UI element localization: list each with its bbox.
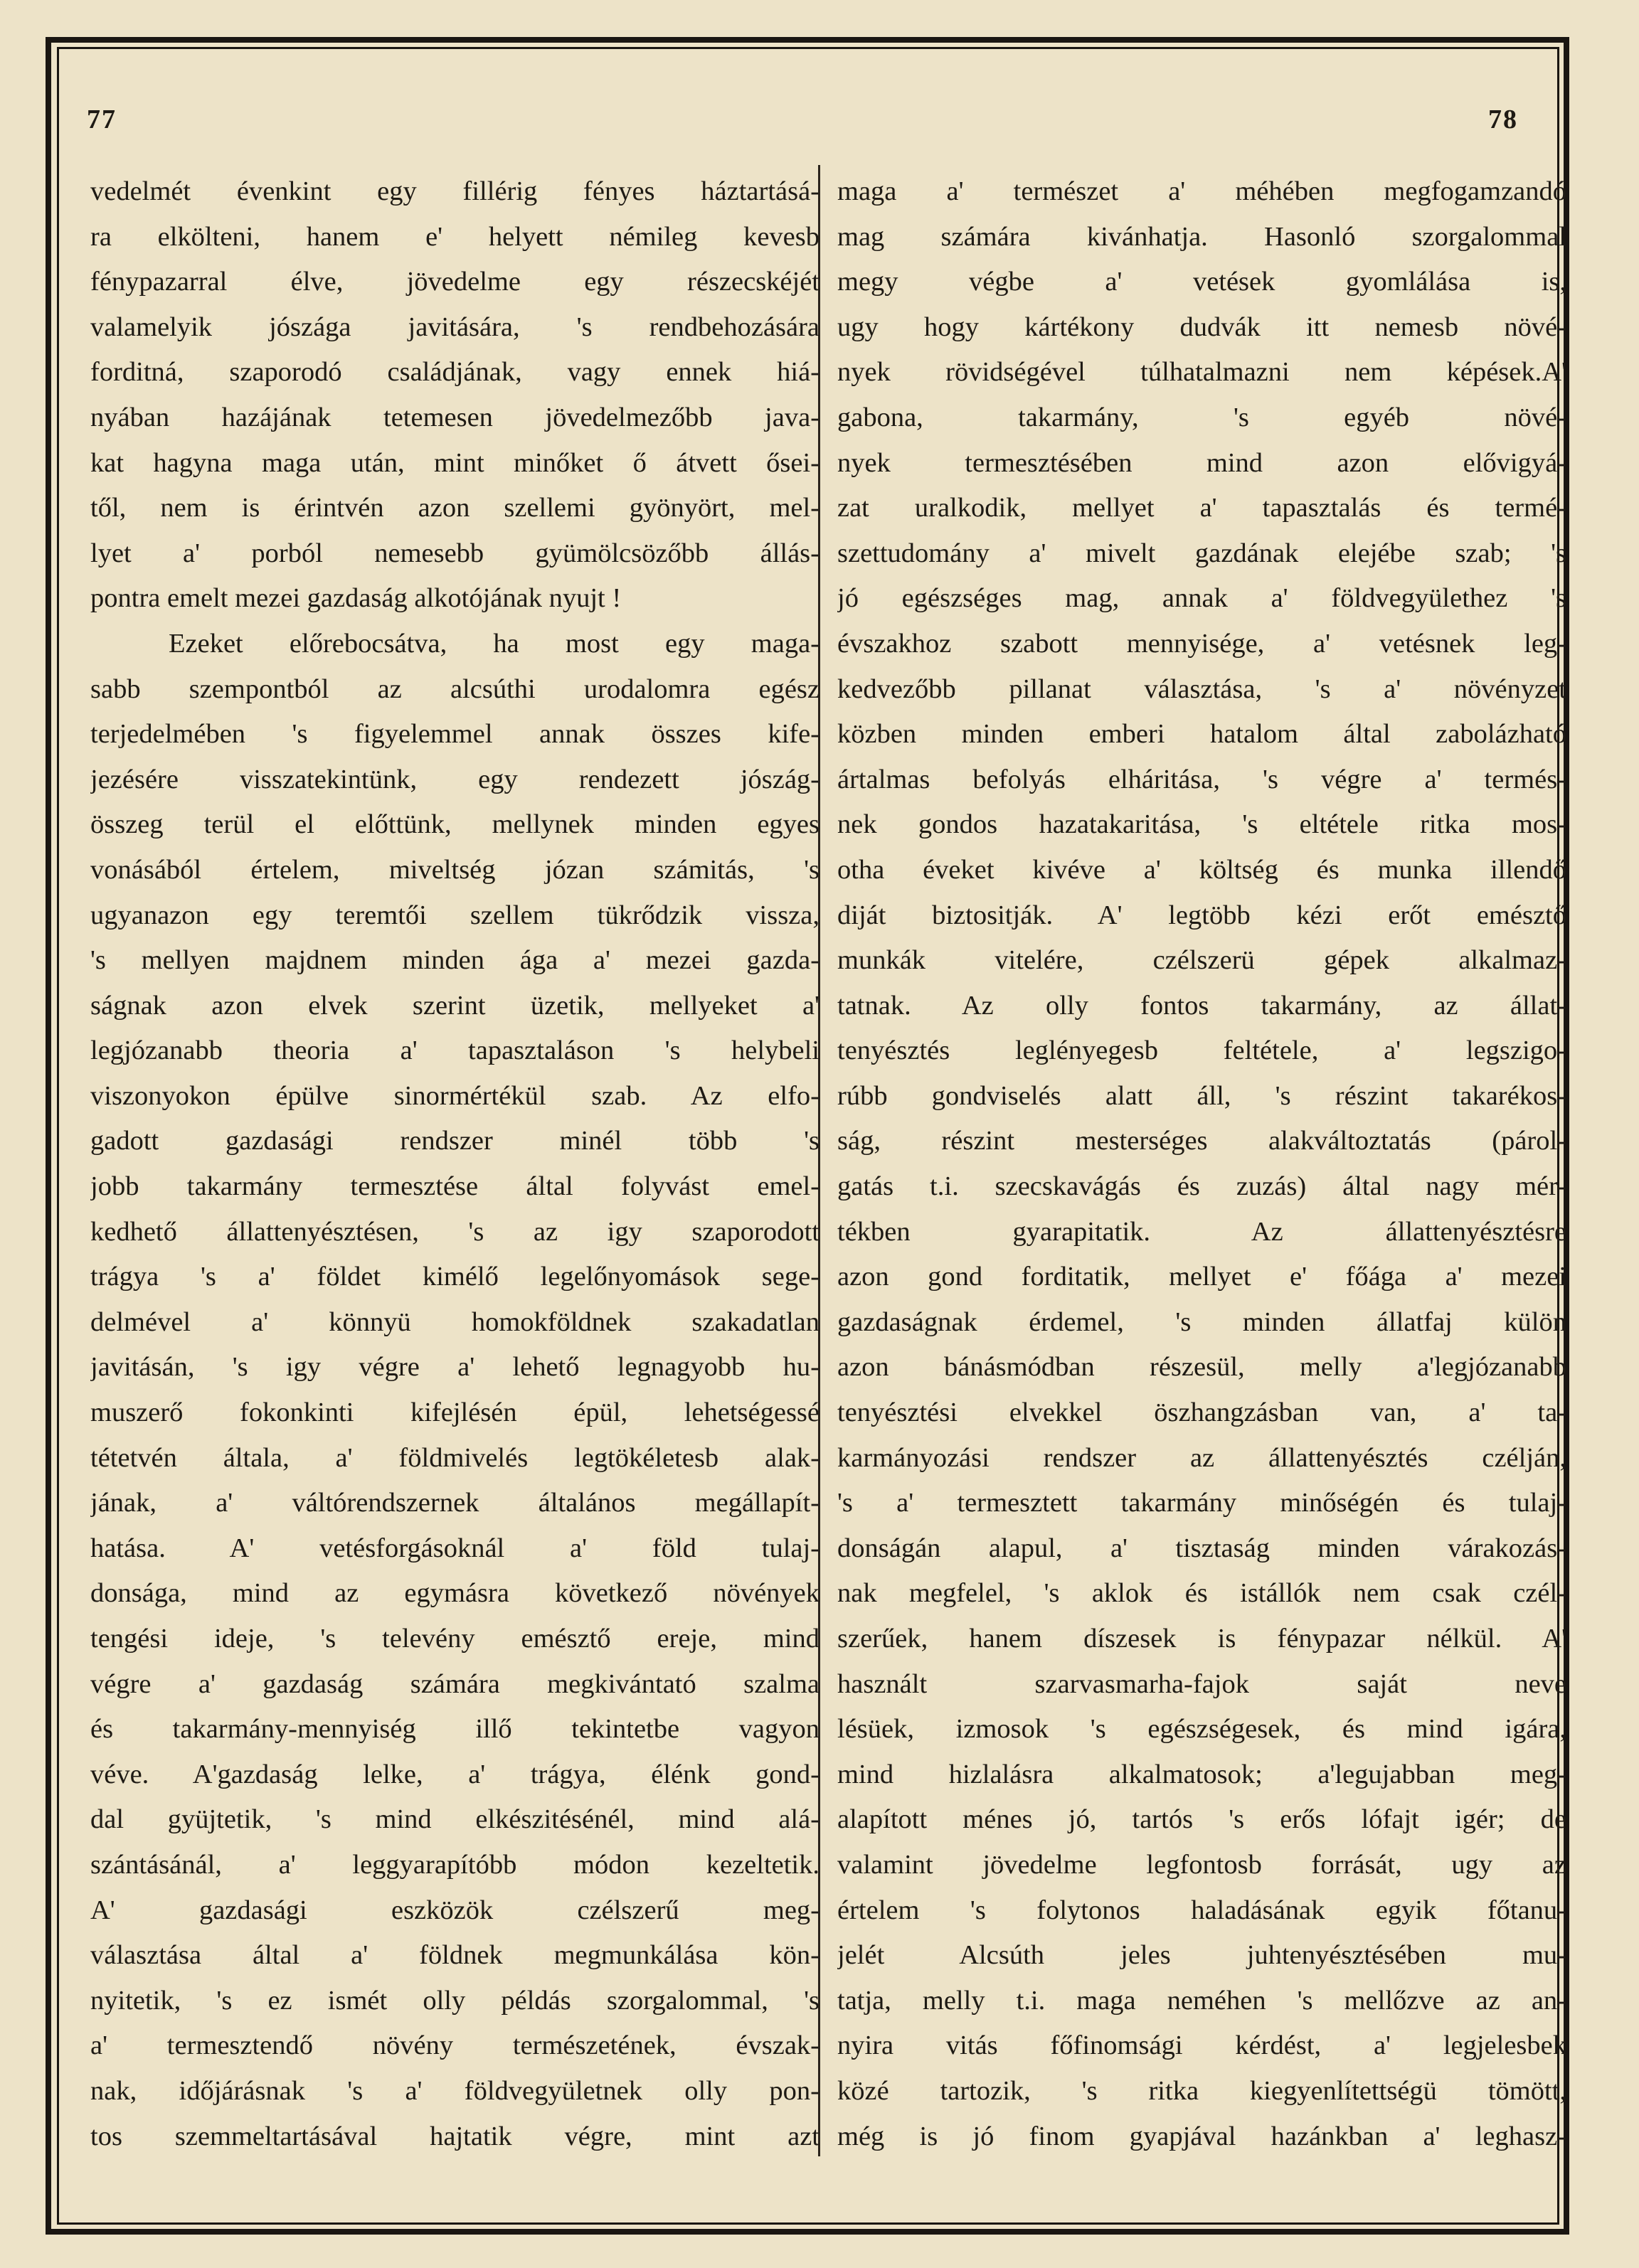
text-line: pontra emelt mezei gazdaság alkotójának nyujt ! xyxy=(90,583,622,614)
text-line: kedhető állattenyésztésen, 's az igy szaporodott xyxy=(90,1216,820,1247)
left-text-column xyxy=(90,169,820,2159)
text-line: nyek rövidségével túlhatalmazni nem képések.A' xyxy=(837,357,1566,388)
text-line: trágya 's a' földet kimélő legelőnyomások sege- xyxy=(90,1262,820,1292)
text-line: zat uralkodik, mellyet a' tapasztalás és termé- xyxy=(837,493,1566,523)
text-line: tékben gyarapitatik. Az állattenyésztésre xyxy=(837,1216,1566,1247)
text-line: jának, a' váltórendszernek általános megállapít- xyxy=(90,1488,820,1518)
text-line: azon bánásmódban részesül, melly a'legjózanabb xyxy=(837,1352,1566,1383)
text-line: tos szemmeltartásával hajtatik végre, mint azt xyxy=(90,2121,820,2151)
text-line: vonásából értelem, miveltség józan számitás, 's xyxy=(90,854,820,885)
text-line: sabb szempontból az alcsúthi urodalomra egész xyxy=(90,674,820,704)
text-line: jelét Alcsúth jeles juhtenyésztésében mu- xyxy=(837,1940,1566,1971)
text-line: gatás t.i. szecskavágás és zuzás) által nagy mér- xyxy=(837,1171,1566,1202)
text-line: jó egészséges mag, annak a' földvegyülethez 's xyxy=(837,583,1566,614)
text-line: mag számára kivánhatja. Hasonló szorgalommal xyxy=(837,221,1566,252)
text-line: még is jó finom gyapjával hazánkban a' leghasz- xyxy=(837,2121,1566,2151)
text-line: től, nem is érintvén azon szellemi gyönyört, mel- xyxy=(90,493,820,523)
text-line: választása által a' földnek megmunkálása kön- xyxy=(90,1940,820,1971)
text-line: 's mellyen majdnem minden ága a' mezei gazda- xyxy=(90,945,820,976)
text-line: legjózanabb theoria a' tapasztaláson 's helybeli xyxy=(90,1035,820,1066)
text-line: terjedelmében 's figyelemmel annak összes kife- xyxy=(90,719,820,750)
text-line: ra elkölteni, hanem e' helyett némileg kevesb xyxy=(90,221,820,252)
text-line: javitásán, 's igy végre a' lehető legnagyobb hu- xyxy=(90,1352,820,1383)
text-line: végre a' gazdaság számára megkivántató szalma xyxy=(90,1668,820,1699)
text-line: gazdaságnak érdemel, 's minden állatfaj külön xyxy=(837,1306,1566,1337)
text-line: valamint jövedelme legfontosb forrását, ugy az xyxy=(837,1849,1566,1880)
text-line: donsága, mind az egymásra következő növények xyxy=(90,1578,820,1609)
text-line: azon gond forditatik, mellyet e' főága a' mezei xyxy=(837,1262,1566,1292)
text-line: dal gyüjtetik, 's mind elkészitésénél, mind alá- xyxy=(90,1804,820,1835)
text-line: közben minden emberi hatalom által zabolázható xyxy=(837,719,1566,750)
text-line: nak, időjárásnak 's a' földvegyületnek olly pon- xyxy=(90,2075,820,2106)
text-line: véve. A'gazdaság lelke, a' trágya, élénk gond- xyxy=(90,1759,820,1789)
text-line: diját biztositják. A' legtöbb kézi erőt emésztő xyxy=(837,900,1566,930)
text-line: összeg terül el előttünk, mellynek minden egyes xyxy=(90,809,820,840)
text-line: kat hagyna maga után, mint minőket ő átvett ősei- xyxy=(90,447,820,478)
text-line: tatja, melly t.i. maga neméhen 's mellőzve az an- xyxy=(837,1985,1566,2016)
text-line: vedelmét évenkint egy fillérig fényes háztartásá- xyxy=(90,176,820,206)
text-line: ártalmas befolyás elháritása, 's végre a' termés- xyxy=(837,764,1566,794)
text-line: maga a' természet a' méhében megfogamzandó xyxy=(837,176,1566,206)
text-line: jezésére visszatekintünk, egy rendezett jószág- xyxy=(90,764,820,794)
text-line: ugy hogy kártékony dudvák itt nemesb növé- xyxy=(837,312,1566,342)
text-line: 's a' termesztett takarmány minőségén és tulaj- xyxy=(837,1488,1566,1518)
text-line: Ezeket előrebocsátva, ha most egy maga- xyxy=(169,628,820,659)
text-line: nyek termesztésében mind azon elővigyá- xyxy=(837,447,1566,478)
text-line: lésüek, izmosok 's egészségesek, és mind igára, xyxy=(837,1714,1566,1745)
text-line: tenyésztés leglényegesb feltétele, a' legszigo- xyxy=(837,1035,1566,1066)
text-line: nyira vitás főfinomsági kérdést, a' legjelesbek xyxy=(837,2030,1566,2061)
text-line: tatnak. Az olly fontos takarmány, az állat- xyxy=(837,990,1566,1021)
text-line: nek gondos hazatakaritása, 's eltétele ritka mos- xyxy=(837,809,1566,840)
text-line: jobb takarmány termesztése által folyvást emel- xyxy=(90,1171,820,1202)
text-line: valamelyik jószága javitására, 's rendbehozására xyxy=(90,312,820,342)
text-line: fénypazarral élve, jövedelme egy részecskéjét xyxy=(90,267,820,297)
text-line: otha éveket kivéve a' költség és munka illendő xyxy=(837,854,1566,885)
text-line: szántásánál, a' leggyarapítóbb módon kezeltetik. xyxy=(90,1849,820,1880)
text-line: tétetvén általa, a' földmivelés legtökéletesb alak- xyxy=(90,1442,820,1473)
text-line: ugyanazon egy teremtői szellem tükrődzik vissza, xyxy=(90,900,820,930)
text-line: gadott gazdasági rendszer minél több 's xyxy=(90,1126,820,1156)
text-line: alapított ménes jó, tartós 's erős lófajt igér; de xyxy=(837,1804,1566,1835)
right-text-column xyxy=(837,169,1566,2159)
text-line: és takarmány-mennyiség illő tekintetbe vagyon xyxy=(90,1714,820,1745)
text-line: muszerő fokonkinti kifejlésén épül, lehetségessé xyxy=(90,1397,820,1428)
text-line: kedvezőbb pillanat választása, 's a' növényzet xyxy=(837,674,1566,704)
text-line: delmével a' könnyü homokföldnek szakadatlan xyxy=(90,1306,820,1337)
page-number-right: 78 xyxy=(1488,105,1518,134)
text-line: ságnak azon elvek szerint üzetik, mellyeket a' xyxy=(90,990,820,1021)
text-line: hatása. A' vetésforgásoknál a' föld tulaj- xyxy=(90,1533,820,1563)
text-line: szettudomány a' mivelt gazdának elejébe szab; 's xyxy=(837,538,1566,568)
text-line: használt szarvasmarha-fajok saját neve xyxy=(837,1668,1566,1699)
text-line: ság, részint mesterséges alakváltoztatás (párol- xyxy=(837,1126,1566,1156)
text-line: donságán alapul, a' tisztaság minden várakozás- xyxy=(837,1533,1566,1563)
text-line: közé tartozik, 's ritka kiegyenlítettségü tömött, xyxy=(837,2075,1566,2106)
text-line: tenyésztési elvekkel öszhangzásban van, a' ta- xyxy=(837,1397,1566,1428)
text-line: rúbb gondviselés alatt áll, 's részint takarékos- xyxy=(837,1080,1566,1111)
page-number-left: 77 xyxy=(87,105,117,134)
text-line: szerűek, hanem díszesek is fénypazar nélkül. A' xyxy=(837,1624,1566,1654)
text-line: karmányozási rendszer az állattenyésztés czélján, xyxy=(837,1442,1566,1473)
text-line: évszakhoz szabott mennyisége, a' vetésnek leg- xyxy=(837,628,1566,659)
text-line: viszonyokon épülve sinormértékül szab. Az elfo- xyxy=(90,1080,820,1111)
text-line: a' termesztendő növény természetének, évszak- xyxy=(90,2030,820,2061)
text-line: megy végbe a' vetések gyomlálása is, xyxy=(837,267,1566,297)
text-line: nak megfelel, 's aklok és istállók nem csak czél- xyxy=(837,1578,1566,1609)
text-line: A' gazdasági eszközök czélszerű meg- xyxy=(90,1895,820,1925)
text-line: lyet a' porból nemesebb gyümölcsözőbb állás- xyxy=(90,538,820,568)
text-line: mind hizlalásra alkalmatosok; a'legujabban meg- xyxy=(837,1759,1566,1789)
text-line: nyitetik, 's ez ismét olly példás szorgalommal, 's xyxy=(90,1985,820,2016)
text-line: forditná, szaporodó családjának, vagy ennek hiá- xyxy=(90,357,820,388)
text-line: nyában hazájának tetemesen jövedelmezőbb java- xyxy=(90,402,820,432)
text-line: munkák vitelére, czélszerü gépek alkalmaz- xyxy=(837,945,1566,976)
text-line: gabona, takarmány, 's egyéb növé- xyxy=(837,402,1566,432)
text-line: tengési ideje, 's televény emésztő ereje, mind xyxy=(90,1624,820,1654)
text-line: értelem 's folytonos haladásának egyik főtanu- xyxy=(837,1895,1566,1925)
